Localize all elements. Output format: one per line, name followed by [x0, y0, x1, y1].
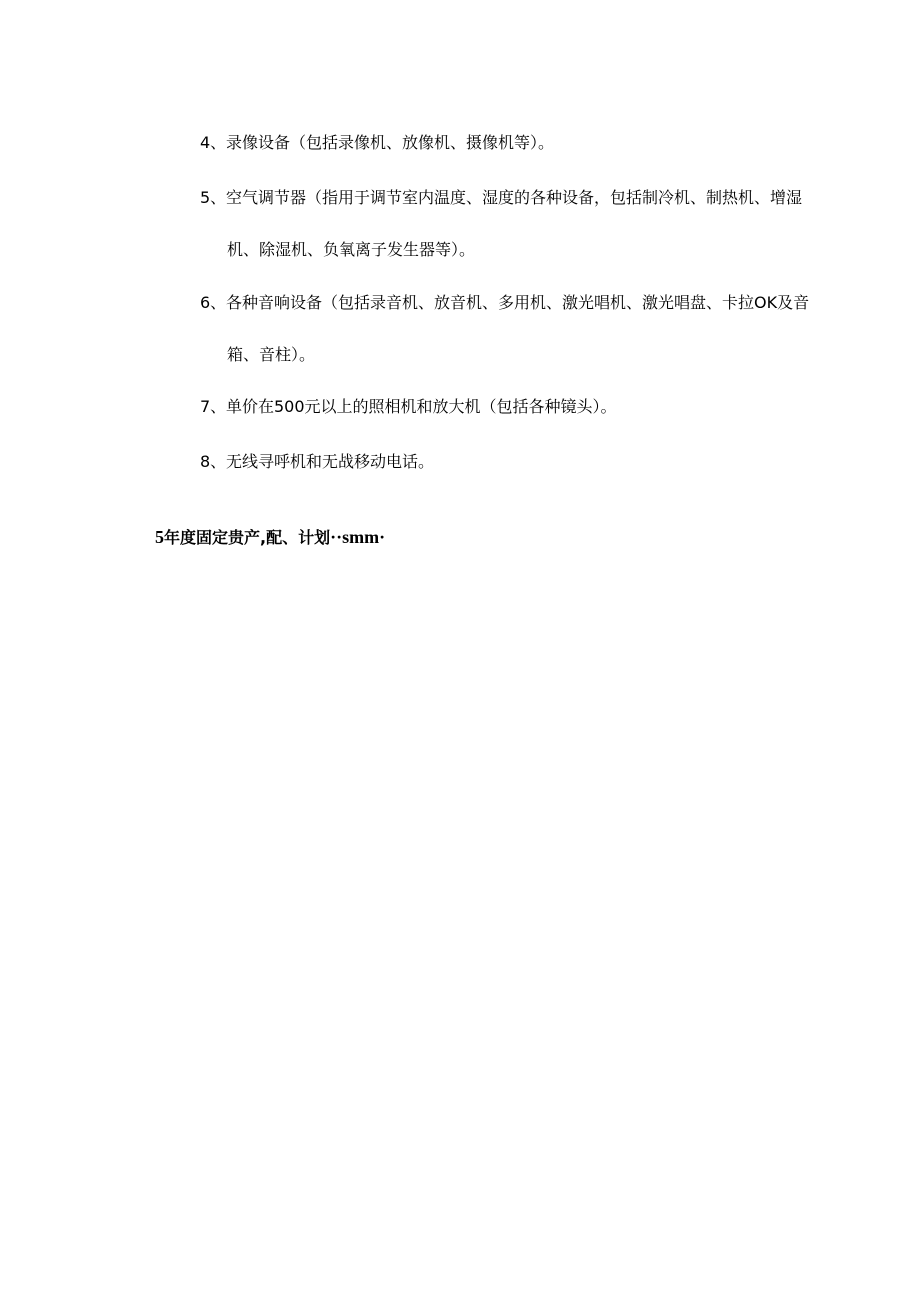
item-number: 4、: [200, 133, 227, 152]
item-number: 8、: [200, 452, 227, 471]
item-text-line-2: 箱、音柱）。: [227, 345, 316, 364]
list-item-4: [200, 117, 840, 169]
item-number: 5、: [200, 188, 227, 207]
list-item-8: [200, 436, 840, 488]
plan-section-heading: [155, 523, 385, 552]
item-text-line-1: 单价在500元以上的照相机和放大机（包括各种镜头）。: [226, 397, 617, 416]
item-text-line-2: 机、除湿机、负氧离子发生器等）。: [227, 240, 476, 259]
list-item-7: [200, 381, 840, 433]
item-number: 7、: [200, 397, 227, 416]
list-item-5: [200, 172, 840, 276]
item-text-line-1: 无线寻呼机和无战移动电话。: [226, 452, 435, 471]
item-text-line-1: 空气调节器（指用于调节室内温度、湿度的各种设备，包括制冷机、制热机、增湿: [226, 188, 803, 207]
heading-tail: ··smm·: [330, 527, 386, 547]
heading-lead: 5: [155, 527, 164, 547]
list-item-6: [200, 277, 840, 381]
item-text-line-1: 各种音响设备（包括录音机、放音机、多用机、激光唱机、激光唱盘、卡拉OK及音: [226, 293, 810, 312]
item-number: 6、: [200, 293, 227, 312]
heading-middle: 年度固定贵产,配、计划: [164, 528, 331, 547]
item-text-line-1: 录像设备（包括录像机、放像机、摄像机等）。: [226, 133, 555, 152]
